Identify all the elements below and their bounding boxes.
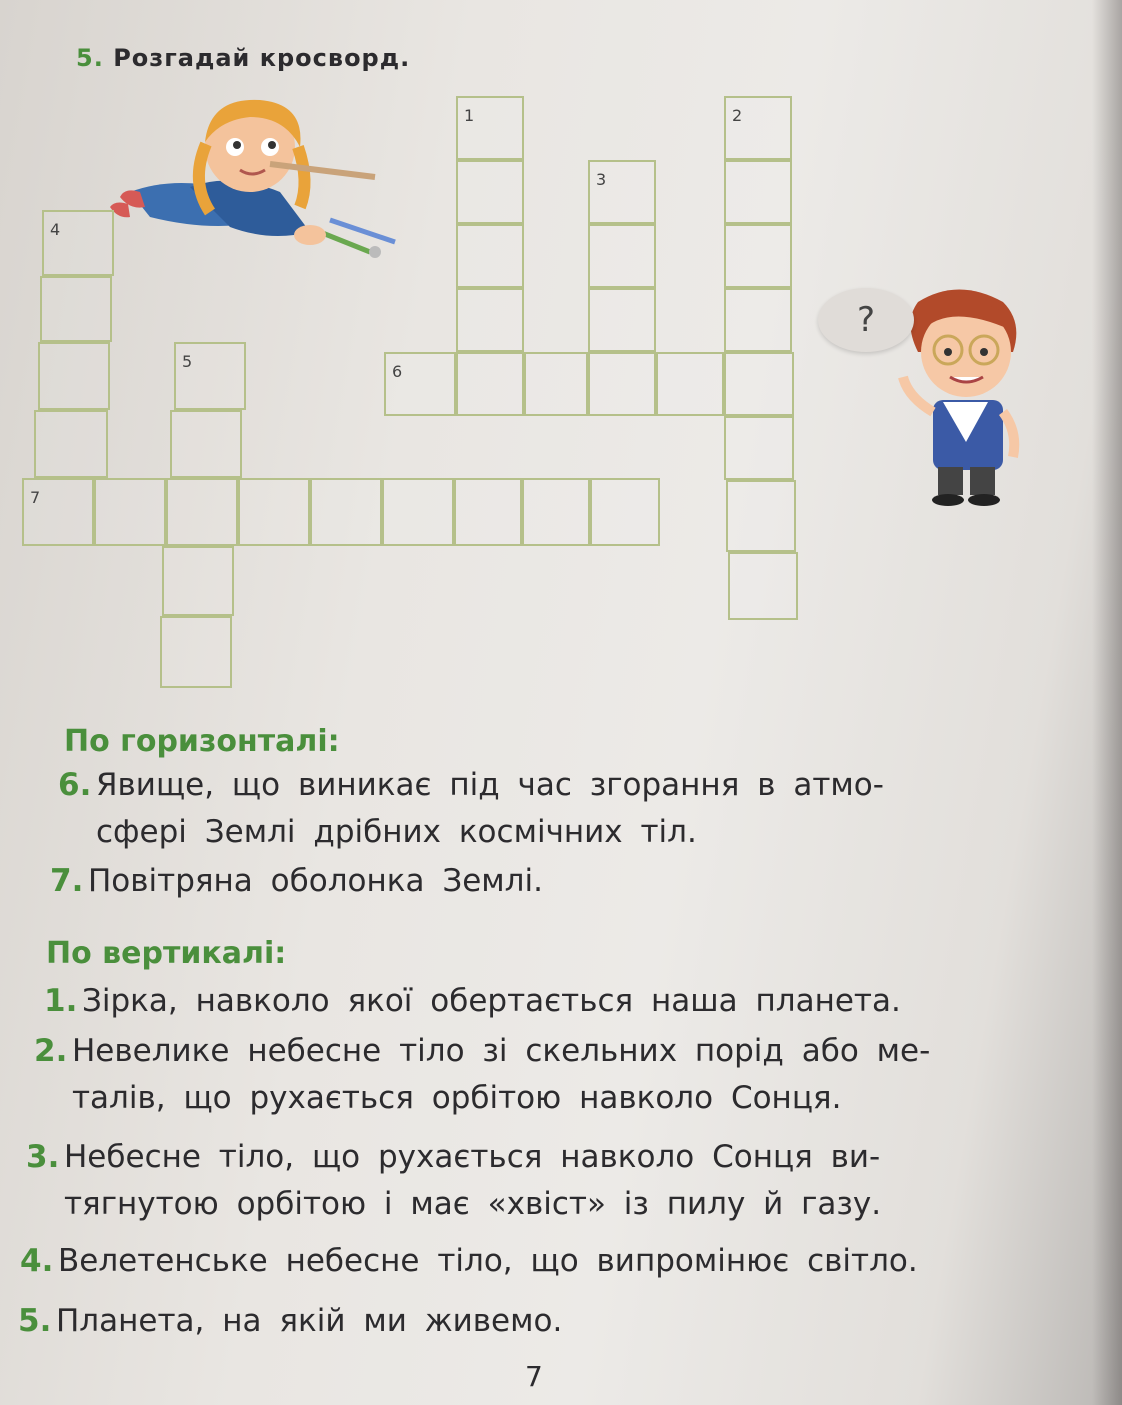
crossword-cell[interactable] — [456, 224, 524, 288]
clue-down-3 — [26, 1134, 881, 1228]
clue-text: Зірка, навколо якої обертається наша планета. — [82, 983, 901, 1019]
crossword-cell[interactable] — [588, 224, 656, 288]
clue-text-continued: талів, що рухається орбітою навколо Сонця. — [72, 1080, 842, 1116]
clue-number: 4. — [20, 1243, 54, 1279]
crossword-cell-number: 6 — [392, 362, 403, 381]
across-heading: По горизонталі: — [64, 724, 340, 759]
crossword-cell[interactable] — [724, 288, 792, 352]
task-title — [76, 44, 410, 72]
crossword-cell[interactable] — [724, 160, 792, 224]
crossword-cell[interactable] — [656, 352, 724, 416]
clue-down-2 — [34, 1028, 930, 1122]
crossword-cell[interactable] — [726, 480, 796, 552]
task-number: 5. — [76, 44, 104, 72]
crossword-cell-number: 7 — [30, 488, 41, 507]
task-title-text: Розгадай кросворд. — [113, 44, 411, 72]
crossword-cell[interactable] — [310, 478, 382, 546]
clue-number: 5. — [18, 1303, 52, 1339]
clue-text: Планета, на якій ми живемо. — [56, 1303, 563, 1339]
crossword-cell[interactable] — [728, 552, 798, 620]
clue-text: Повітряна оболонка Землі. — [88, 863, 543, 899]
page-edge-shadow — [1092, 0, 1122, 1405]
crossword-cell[interactable] — [456, 288, 524, 352]
crossword-cell[interactable] — [724, 352, 794, 416]
crossword-cell[interactable] — [94, 478, 166, 546]
crossword-cell[interactable] — [724, 416, 794, 480]
clue-text: Велетенське небесне тіло, що випромінює світло. — [58, 1243, 918, 1279]
clue-across-6 — [58, 762, 884, 856]
clue-text: Небесне тіло, що рухається навколо Сонця ви- — [64, 1139, 881, 1175]
clue-down-5 — [18, 1298, 562, 1345]
crossword-cell[interactable] — [42, 210, 114, 276]
crossword-cell[interactable] — [170, 410, 242, 478]
clue-across-7 — [50, 858, 543, 905]
page-number: 7 — [525, 1360, 543, 1393]
crossword-cell[interactable] — [40, 276, 112, 342]
crossword-cell[interactable] — [588, 288, 656, 352]
crossword-cell[interactable] — [456, 160, 524, 224]
crossword-cell-number: 3 — [596, 170, 607, 189]
crossword-cell-number: 2 — [732, 106, 743, 125]
crossword-cell[interactable] — [382, 478, 454, 546]
clue-down-1 — [44, 978, 901, 1025]
crossword-cell[interactable] — [524, 352, 588, 416]
crossword-cell[interactable] — [590, 478, 660, 546]
clue-text: Явище, що виникає під час згорання в атмо- — [96, 767, 884, 803]
crossword-cell[interactable] — [724, 224, 792, 288]
question-mark: ? — [856, 300, 876, 340]
crossword-cell[interactable] — [174, 342, 246, 410]
question-bubble — [818, 288, 914, 352]
crossword-cell-number: 1 — [464, 106, 475, 125]
crossword-cell[interactable] — [456, 96, 524, 160]
clue-number: 6. — [58, 767, 92, 803]
crossword-cell[interactable] — [384, 352, 456, 416]
crossword-cell[interactable] — [454, 478, 522, 546]
clue-down-4 — [20, 1238, 918, 1285]
crossword-cell-number: 4 — [50, 220, 61, 239]
crossword-cell[interactable] — [166, 478, 238, 546]
clue-number: 3. — [26, 1139, 60, 1175]
crossword-cell[interactable] — [162, 546, 234, 616]
clue-text-continued: сфері Землі дрібних космічних тіл. — [96, 814, 697, 850]
crossword-cell[interactable] — [22, 478, 94, 546]
clue-number: 1. — [44, 983, 78, 1019]
crossword-cell[interactable] — [724, 96, 792, 160]
crossword-cell[interactable] — [34, 410, 108, 478]
clue-number: 2. — [34, 1033, 68, 1069]
down-heading: По вертикалі: — [46, 936, 287, 971]
crossword-cell[interactable] — [588, 352, 656, 416]
crossword-cell[interactable] — [238, 478, 310, 546]
crossword-cell[interactable] — [38, 342, 110, 410]
girl-drawing-illustration — [110, 92, 410, 267]
crossword-cell[interactable] — [522, 478, 590, 546]
clue-text-continued: тягнутою орбітою і має «хвіст» із пилу й газу. — [64, 1186, 882, 1222]
crossword-cell[interactable] — [588, 160, 656, 224]
crossword-cell-number: 5 — [182, 352, 193, 371]
crossword-cell[interactable] — [456, 352, 524, 416]
clue-text: Невелике небесне тіло зі скельних порід або ме- — [72, 1033, 931, 1069]
clue-number: 7. — [50, 863, 84, 899]
crossword-cell[interactable] — [160, 616, 232, 688]
